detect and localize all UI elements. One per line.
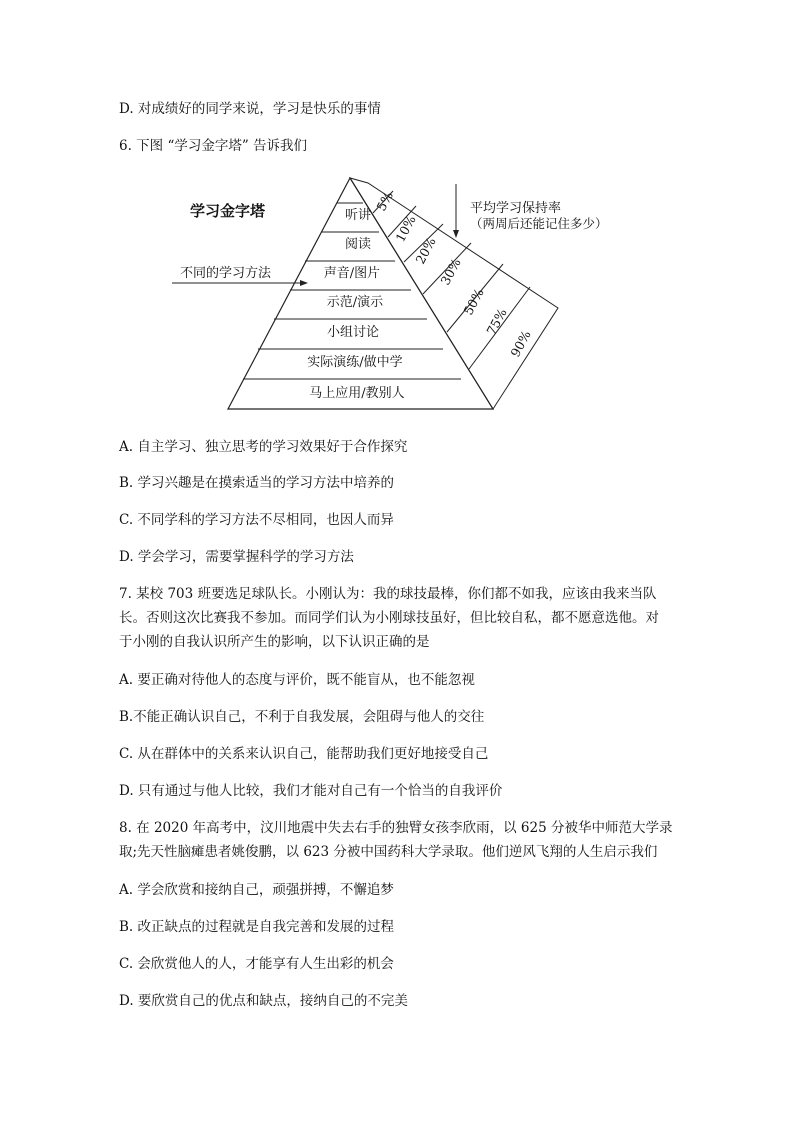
figure-title: 学习金字塔 bbox=[190, 202, 266, 220]
q8-option-a: A. 学会欣赏和接纳自己，顽强拼搏，不懈追梦 bbox=[119, 882, 394, 898]
rate-label: 50% bbox=[460, 285, 487, 318]
q7-stem-line: 7. 某校 703 班要选足球队长。小刚认为：我的球技最棒，你们都不如我，应该由我来当队 bbox=[119, 586, 657, 602]
rate-label: 20% bbox=[412, 234, 439, 267]
q6-option-a: A. 自主学习、独立思考的学习效果好于合作探究 bbox=[119, 439, 408, 455]
method-label: 小组讨论 bbox=[326, 325, 380, 340]
q7-stem-line: 长。否则这次比赛我不参加。而同学们认为小刚球技虽好，但比较自私，都不愿意选他。对 bbox=[119, 610, 659, 626]
rate-label: 75% bbox=[483, 305, 510, 338]
learning-pyramid-figure bbox=[160, 172, 608, 414]
q8-stem-line: 取;先天性脑瘫患者姚俊鹏，以 623 分被中国药科大学录取。他们逆风飞翔的人生启示我们 bbox=[119, 844, 658, 860]
q8-option-c: C. 会欣赏他人的人，才能享有人生出彩的机会 bbox=[119, 956, 394, 972]
q7-stem-line: 于小刚的自我认识所产生的影响，以下认识正确的是 bbox=[119, 634, 430, 650]
q8-option-d: D. 要欣赏自己的优点和缺点，接纳自己的不完美 bbox=[119, 993, 408, 1009]
method-label: 示范/演示 bbox=[326, 295, 384, 310]
q8-stem-line: 8. 在 2020 年高考中，汶川地震中失去右手的独臂女孩李欣雨，以 625 分被华中师范大学录 bbox=[119, 820, 673, 836]
q7-option-b: B.不能正确认识自己，不利于自我发展，会阻碍与他人的交往 bbox=[119, 709, 485, 725]
retention-sublabel: （两周后还能记住多少） bbox=[470, 216, 608, 231]
q6-option-c: C. 不同学科的学习方法不尽相同，也因人而异 bbox=[119, 512, 394, 528]
rate-label: 90% bbox=[507, 327, 534, 360]
retention-label: 平均学习保持率 bbox=[470, 201, 562, 216]
method-label: 马上应用/教别人 bbox=[309, 386, 405, 401]
q7-option-d: D. 只有通过与他人比较，我们才能对自己有一个恰当的自我评价 bbox=[119, 783, 503, 799]
method-label: 实际演练/做中学 bbox=[307, 355, 403, 370]
method-label: 声音/图片 bbox=[323, 266, 381, 281]
q6-option-d: D. 学会学习，需要掌握科学的学习方法 bbox=[119, 549, 354, 565]
methods-label: 不同的学习方法 bbox=[180, 266, 272, 281]
method-label: 听讲 bbox=[344, 208, 372, 223]
rate-label: 10% bbox=[392, 212, 419, 245]
q8-option-b: B. 改正缺点的过程就是自我完善和发展的过程 bbox=[119, 919, 395, 935]
q6-stem: 6. 下图 “学习金字塔” 告诉我们 bbox=[119, 138, 308, 154]
q7-option-a: A. 要正确对待他人的态度与评价，既不能盲从，也不能忽视 bbox=[119, 672, 475, 688]
rate-label: 5% bbox=[373, 188, 396, 214]
q7-option-c: C. 从在群体中的关系来认识自己，能帮助我们更好地接受自己 bbox=[119, 746, 489, 762]
rate-label: 30% bbox=[437, 255, 464, 288]
q5-option-d: D. 对成绩好的同学来说，学习是快乐的事情 bbox=[119, 101, 381, 117]
q6-option-b: B. 学习兴趣是在摸索适当的学习方法中培养的 bbox=[119, 475, 395, 491]
method-label: 阅读 bbox=[344, 237, 372, 252]
